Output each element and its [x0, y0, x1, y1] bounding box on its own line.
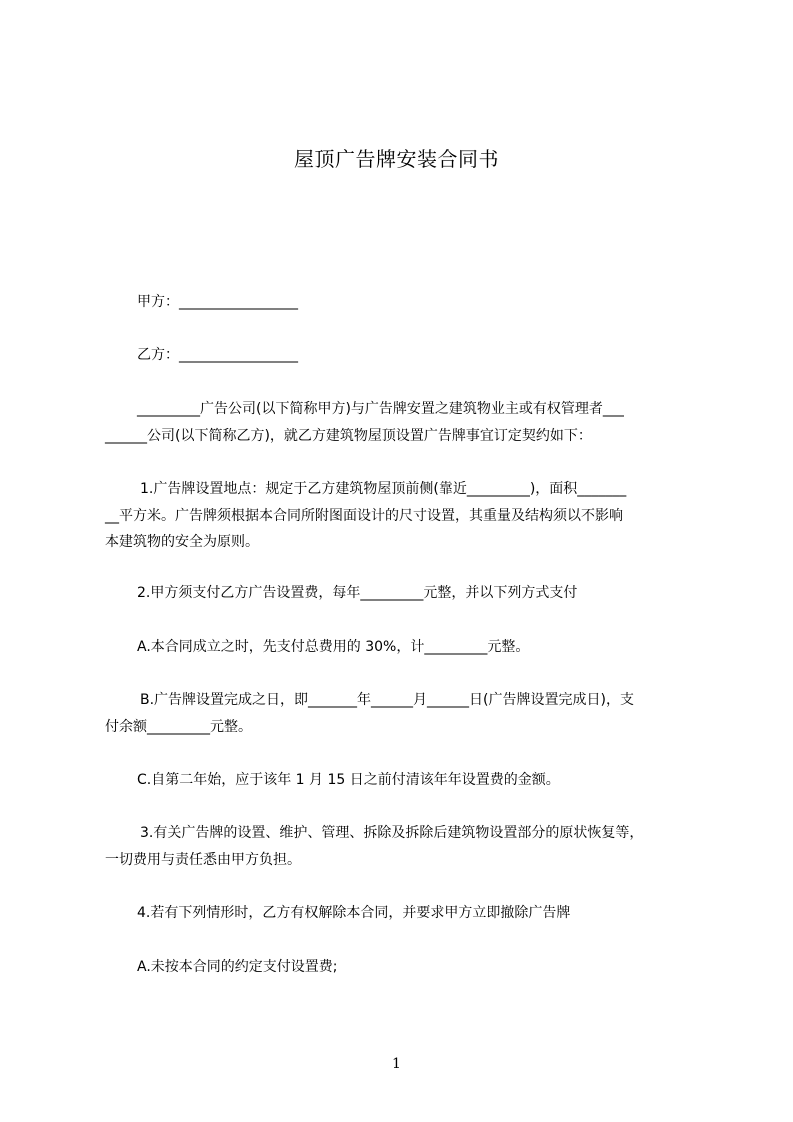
party-b-line: 乙方：_________________ — [137, 347, 298, 363]
clause-3-line-2: 一切费用与责任悉由甲方负担。 — [105, 852, 301, 868]
clause-3-line-1: 3.有关广告牌的设置、维护、管理、拆除及拆除后建筑物设置部分的原状恢复等， — [140, 825, 644, 841]
clause-2-b-line-2: 付余额_________元整。 — [105, 719, 252, 735]
clause-2: 2.甲方须支付乙方广告设置费，每年_________元整，并以下列方式支付 — [137, 585, 578, 601]
clause-4-a: A.未按本合同的约定支付设置费; — [137, 959, 338, 975]
document-title: 屋顶广告牌安装合同书 — [294, 147, 499, 171]
clause-1-line-2: __平方米。广告牌须根据本合同所附图面设计的尺寸设置，其重量及结构须以不影响 — [105, 508, 623, 524]
clause-2-b-line-1: B.广告牌设置完成之日，即_______年______月______日(广告牌设置完成日)，支 — [140, 692, 634, 708]
clause-2-a: A.本合同成立之时，先支付总费用的 30%，计_________元整。 — [137, 639, 530, 655]
clause-1-line-1: 1.广告牌设置地点：规定于乙方建筑物屋顶前侧(靠近_________)，面积_______ — [140, 481, 627, 497]
clause-2-c: C.自第二年始，应于该年 1 月 15 日之前付清该年年设置费的金额。 — [137, 772, 560, 788]
intro-paragraph-line-2: ______公司(以下简称乙方)，就乙方建筑物屋顶设置广告牌事宜订定契约如下： — [105, 428, 592, 444]
intro-paragraph-line-1: _________广告公司(以下简称甲方)与广告牌安置之建筑物业主或有权管理者___ — [137, 401, 624, 417]
page-number: 1 — [392, 1056, 401, 1072]
party-a-line: 甲方：_________________ — [137, 294, 298, 310]
clause-4: 4.若有下列情形时，乙方有权解除本合同，并要求甲方立即撤除广告牌 — [137, 905, 571, 921]
clause-1-line-3: 本建筑物的安全为原则。 — [105, 534, 259, 550]
